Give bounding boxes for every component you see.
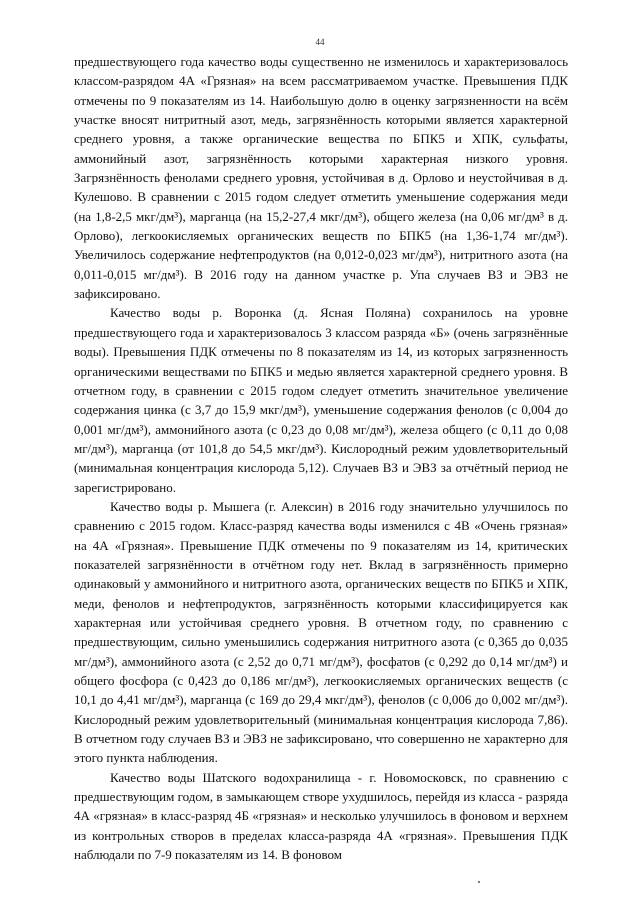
- paragraph-upa-continuation: предшествующего года качество воды существенно не изменилось и характеризовалось классом-разрядом 4А «Грязная» на всем рассматриваемом участке. Превышения ПДК отмечены по 9 показателям из 14. Наибольшую долю в оценку загрязненности на всём участке вносят нитритный азот, медь, загрязнённость которыми является характерной среднего уровня, а также органические вещества по БПК5 и ХПК, сульфаты, аммонийный азот, загрязнённость которыми характерная низкого уровня. Загрязнённость фенолами среднего уровня, устойчивая в д. Орлово и неустойчивая в д. Кулешово. В сравнении с 2015 годом следует отметить уменьшение содержания меди (на 1,8-2,5 мкг/дм³), марганца (на 15,2-27,4 мкг/дм³), общего железа (на 0,06 мг/дм³ в д. Орлово), легкоокисляемых органических веществ по БПК5 (на 1,36-1,74 мг/дм³). Увеличилось содержание нефтепродуктов (на 0,012-0,023 мг/дм³), нитритного азота (на 0,011-0,015 мг/дм³). В 2016 году на данном участке р. Упа случаев ВЗ и ЭВЗ не зафиксировано.: [74, 54, 568, 302]
- page-number: 44: [315, 37, 325, 47]
- scan-speck: [478, 881, 480, 883]
- paragraph-shatsk-reservoir: Качество воды Шатского водохранилища - г. Новомосковск, по сравнению с предшествующим годом, в замыкающем створе ухудшилось, перейдя из класса - разряда 4А «грязная» в класс-разряд 4Б «грязная» и несколько улучшилось в фоновом и верхнем из контрольных створов в пределах класса-разряда 4А «грязная». Превышения ПДК наблюдали по 7-9 показателям из 14. В фоновом: [74, 769, 568, 863]
- body-text: [74, 52, 568, 864]
- paragraph-voronka: Качество воды р. Воронка (д. Ясная Поляна) сохранилось на уровне предшествующего года и характеризовалось 3 классом разряда «Б» (очень загрязнённые воды). Превышения ПДК отмечены по 8 показателям из 14, из которых загрязненность органическими веществами по БПК5 и медью является характерной среднего уровня. В отчетном году, в сравнении с 2015 годом следует отметить значительное увеличение содержания цинка (с 3,7 до 15,9 мкг/дм³), уменьшение содержания фенолов (с 0,004 до 0,001 мг/дм³), аммонийного азота (с 0,23 до 0,08 мг/дм³), железа общего (с 0,11 до 0,08 мг/дм³), марганца (от 101,8 до 54,5 мкг/дм³). Кислородный режим удовлетворительный (минимальная концентрация кислорода 5,12). Случаев ВЗ и ЭВЗ за отчётный период не зарегистрировано.: [74, 305, 568, 495]
- paragraph-myshega: Качество воды р. Мышега (г. Алексин) в 2016 году значительно улучшилось по сравнению с 2015 годом. Класс-разряд качества воды изменился с 4В «Очень грязная» на 4А «Грязная». Превышение ПДК отмечены по 9 показателям из 14, критических показателей загрязнённости в отчётном году нет. Вклад в загрязнённость примерно одинаковый у аммонийного и нитритного азота, органических веществ по БПК5 и ХПК, меди, фенолов и нефтепродуктов, загрязнённость которыми классифицируется как характерная или устойчивая среднего уровня. В отчетном году, по сравнению с предшествующим, сильно уменьшились содержания нитритного азота (с 0,365 до 0,035 мг/дм³), аммонийного азота (с 2,52 до 0,71 мг/дм³), фосфатов (с 0,292 до 0,14 мг/дм³) и общего фосфора (с 0,423 до 0,186 мг/дм³), легкоокисляемых органических веществ (с 10,1 до 4,41 мг/дм³), марганца (с 169 до 29,4 мкг/дм³), фенолов (с 0,006 до 0,002 мг/дм³). Кислородный режим удовлетворительный (минимальная концентрация кислорода 7,86). В отчетном году случаев ВЗ и ЭВЗ не зафиксировано, что совершенно не характерно для этого пункта наблюдения.: [74, 498, 568, 766]
